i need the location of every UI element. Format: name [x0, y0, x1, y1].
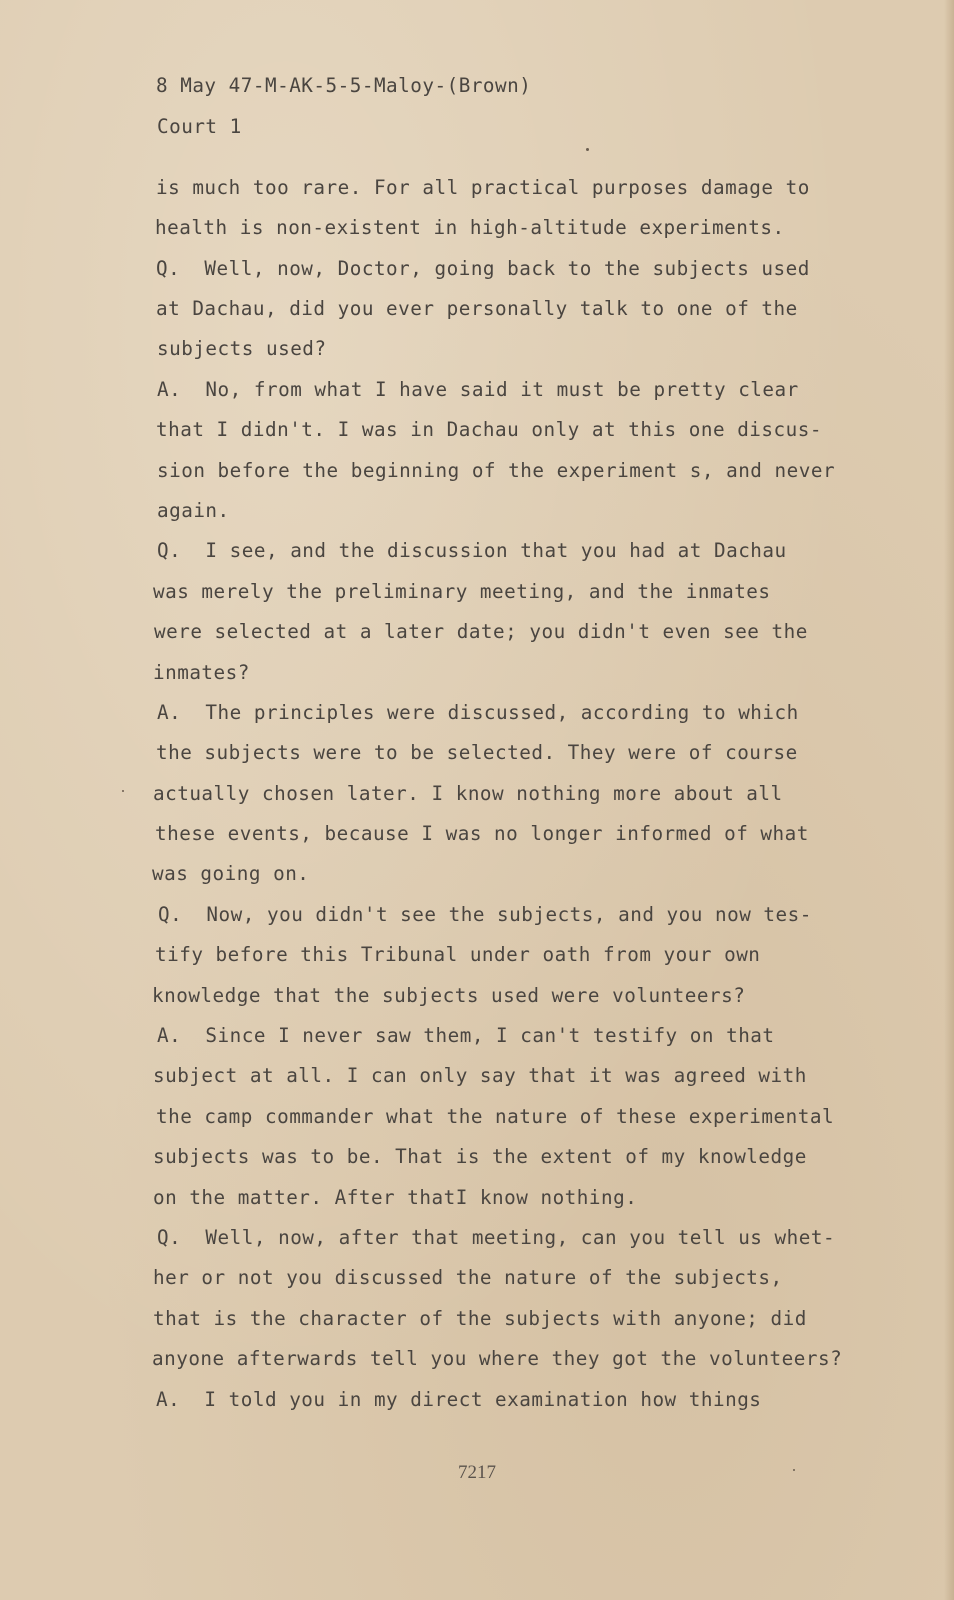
document-header: 8 May 47-M-AK-5-5-Maloy-(Brown)	[156, 74, 532, 97]
transcript-line: was merely the preliminary meeting, and the inmates	[153, 580, 771, 603]
transcript-line: were selected at a later date; you didn't even see the	[154, 620, 808, 643]
transcript-line: at Dachau, did you ever personally talk to one of the	[156, 297, 798, 320]
transcript-line: was going on.	[152, 862, 310, 885]
paper-speck	[122, 790, 124, 792]
transcript-line: Q. Well, now, after that meeting, can you tell us whet-	[157, 1226, 836, 1249]
transcript-line: A. Since I never saw them, I can't testify on that	[157, 1024, 775, 1047]
page-number: 7217	[458, 1462, 496, 1483]
page-edge-shadow	[944, 0, 954, 1600]
transcript-line: knowledge that the subjects used were volunteers?	[152, 984, 746, 1007]
transcript-line: Q. I see, and the discussion that you had at Dachau	[157, 539, 787, 562]
transcript-line: A. The principles were discussed, according to which	[157, 701, 799, 724]
transcript-line: on the matter. After thatI know nothing.	[153, 1186, 638, 1209]
transcript-line: Q. Now, you didn't see the subjects, and you now tes-	[158, 903, 812, 926]
transcript-line: inmates?	[153, 661, 250, 684]
transcript-line: A. No, from what I have said it must be pretty clear	[157, 378, 799, 401]
court-label: Court 1	[157, 115, 242, 138]
transcript-line: the camp commander what the nature of these experimental	[156, 1105, 835, 1128]
transcript-line: actually chosen later. I know nothing more about all	[153, 782, 783, 805]
transcript-line: is much too rare. For all practical purposes damage to	[156, 176, 810, 199]
transcript-line: subject at all. I can only say that it was agreed with	[153, 1064, 807, 1087]
transcript-line: health is non-existent in high-altitude experiments.	[155, 216, 785, 239]
transcript-line: Q. Well, now, Doctor, going back to the subjects used	[156, 257, 810, 280]
paper-speck	[793, 1469, 795, 1471]
transcript-line: these events, because I was no longer informed of what	[155, 822, 809, 845]
transcript-line: subjects was to be. That is the extent of my knowledge	[153, 1145, 807, 1168]
paper-speck	[586, 148, 589, 151]
transcript-line: again.	[157, 499, 230, 522]
transcript-line: the subjects were to be selected. They were of course	[156, 741, 798, 764]
transcript-line: sion before the beginning of the experiment s, and never	[157, 459, 836, 482]
transcript-line: subjects used?	[157, 337, 327, 360]
transcript-line: her or not you discussed the nature of the subjects,	[153, 1266, 783, 1289]
transcript-line: A. I told you in my direct examination how things	[156, 1388, 762, 1411]
transcript-line: tify before this Tribunal under oath from your own	[155, 943, 761, 966]
transcript-line: that is the character of the subjects with anyone; did	[153, 1307, 807, 1330]
transcript-line: anyone afterwards tell you where they got the volunteers?	[152, 1347, 843, 1370]
transcript-line: that I didn't. I was in Dachau only at this one discus-	[156, 418, 822, 441]
